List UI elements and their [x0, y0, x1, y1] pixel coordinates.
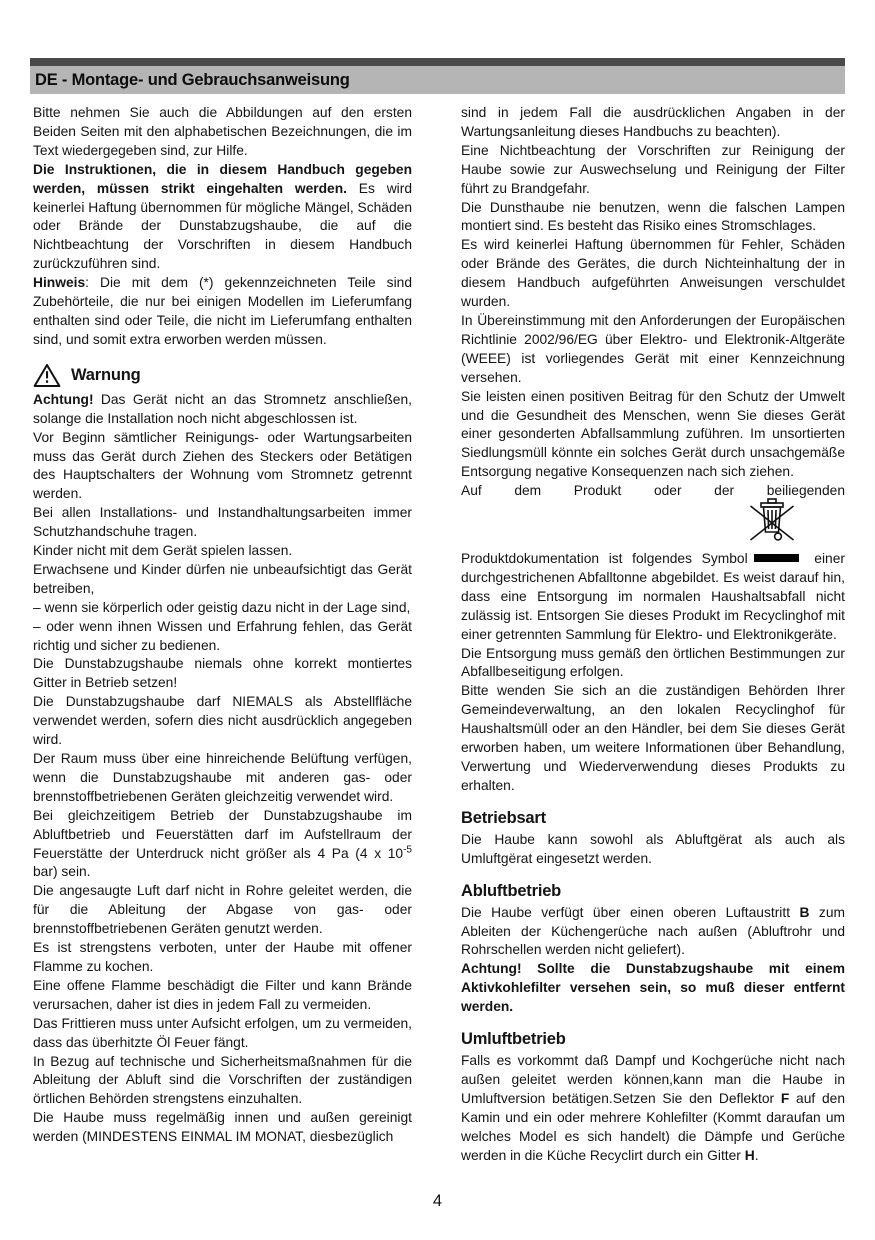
two-column-body [33, 104, 845, 1166]
text-run: Die Haube kann sowohl als Abluftgërat als auch als Umluftgërat eingesetzt werden. [461, 831, 845, 866]
paragraph [33, 391, 412, 429]
text-run: : Die mit dem (*) gekennzeichneten Teile sind Zubehörteile, die nur bei einigen Modellen im Lieferumfang enthalten sind oder Teile, die nicht im Lieferumfang enthalten sind, und somit extra erworben werden müssen. [33, 275, 412, 347]
text-run: Die Dunsthaube nie benutzen, wenn die falschen Lampen montiert sind. Es besteht das Risiko eines Stromschlages. [461, 199, 845, 234]
text-run: Die Instruktionen, die in diesem Handbuch gegeben werden, müssen strikt eingehalten werden. [33, 161, 412, 196]
text-run: Sie leisten einen positiven Beitrag für den Schutz der Umwelt und die Gesundheit des Menschen, wenn Sie dieses Gerät einer gesonderten Abfallsammlung zuführen. Im unsortierten Siedlungsmüll könnte ein solches Gerät durch unsachgemäße Entsorgung negative Konsequenzen nach sich ziehen. [461, 388, 845, 480]
text-run: Bei allen Installations- und Instandhaltungsarbeiten immer Schutzhandschuhe tragen. [33, 505, 412, 540]
section-heading-label: Umluftbetrieb [461, 1030, 566, 1049]
page-header [30, 58, 845, 94]
text-run: -5 [403, 843, 412, 855]
text-run: Die Dunstabzugshaube darf NIEMALS als Abstellfläche verwendet werden, sofern dies nicht ausdrücklich angegeben wird. [33, 694, 412, 748]
weee-icon-row [461, 501, 845, 550]
text-run: auf den Kamin und ein oder mehrere Kohlefilter (Kommt daraufan um welches Model es sich handelt) die Dämpfe und Gerüche werden in die Küche Recyclirt durch ein Gitter [461, 1090, 845, 1163]
paragraph [33, 429, 412, 505]
paragraph [461, 645, 845, 683]
section-heading-label: Betriebsart [461, 808, 546, 827]
paragraph [33, 542, 412, 561]
weee-symbol-bar [754, 554, 799, 562]
text-run: Bei gleichzeitigem Betrieb der Dunstabzugshaube im Abluftbetrieb und Feuerstätten darf im Aufstellraum der Feuerstätte der Unterdruck nicht größer als 4 Pa (4 x 10 [33, 807, 412, 861]
text-run: Erwachsene und Kinder dürfen nie unbeaufsichtigt das Gerät betreiben, [33, 561, 412, 596]
paragraph [33, 655, 412, 693]
text-run: Der Raum muss über eine hinreichende Belüftung verfügen, wenn die Dunstabzugshaube mit anderen gas- oder brennstoffbetriebenen Geräten gleichzeitig verwendet wird. [33, 751, 412, 804]
paragraph [461, 682, 845, 795]
text-run: Eine Nichtbeachtung der Vorschriften zur Reinigung der Haube sowie zur Auswechselung und Reinigung der Filter führt zu Brandgefahr. [461, 142, 845, 196]
text-run: Es wird keinerlei Haftung übernommen für Fehler, Schäden oder Brände des Gerätes, die durch Nichteinhaltung der in diesem Handbuch aufgeführten Anweisungen verschuldet wurden. [461, 237, 845, 310]
paragraph [33, 882, 412, 939]
paragraph [33, 561, 412, 599]
text-run: Die Haube muss regelmäßig innen und außen gereinigt werden (MINDESTENS EINMAL IM MONAT, diesbezüglich [33, 1110, 412, 1145]
paragraph [33, 618, 412, 656]
left-column [33, 104, 412, 1166]
text-run: zum Ableiten der Küchengerüche nach außen (Abluftrohr und Rohrschellen werden nicht geliefert). [461, 904, 845, 958]
text-run: Eine offene Flamme beschädigt die Filter und kann Brände verursachen, daher ist dies in jedem Fall zu vermeiden. [33, 977, 412, 1012]
text-run: Vor Beginn sämtlicher Reinigungs- oder Wartungsarbeiten muss das Gerät durch Ziehen des Steckers oder Betätigen des Hauptschalters der Wohnung vom Stromnetz getrennt werden. [33, 429, 412, 502]
text-run: Das Gerät nicht an das Stromnetz anschließen, solange die Installation noch nicht abgeschlossen ist. [33, 391, 412, 426]
text-run: Produktdokumentation ist folgendes Symbol [461, 551, 748, 567]
paragraph [461, 142, 845, 199]
paragraph [33, 939, 412, 977]
text-run: Das Frittieren muss unter Aufsicht erfolgen, um zu vermeiden, dass das überhitzte Öl Feuer fängt. [33, 1015, 412, 1050]
paragraph [33, 1015, 412, 1053]
section-heading [461, 809, 845, 828]
text-run: Kinder nicht mit dem Gerät spielen lassen. [33, 543, 293, 559]
paragraph [461, 1052, 845, 1165]
paragraph [461, 960, 845, 1017]
text-run: Auf dem Produkt oder der beiliegenden [461, 483, 845, 499]
section-heading [33, 363, 412, 388]
text-run: Es ist strengstens verboten, unter der Haube mit offener Flamme zu kochen. [33, 940, 412, 974]
text-run: B [799, 904, 810, 920]
text-run: sind in jedem Fall die ausdrücklichen Angaben in der Wartungsanleitung dieses Handbuchs zu beachten). [461, 105, 845, 139]
text-run: Achtung! Sollte die Dunstabzugshaube mit einem Aktivkohlefilter versehen sein, so muß dieser entfernt werden. [461, 961, 845, 1015]
text-run: Bitte wenden Sie sich an die zuständigen Behörden Ihrer Gemeindeverwaltung, an den lokalen Recyclinghof für Haushaltsmüll oder an den Händler, bei dem Sie dieses Gerät erworben haben, um weitere Informationen über Behandlung, Verwertung und Wiederverwendung dieses Produkts zu erhalten. [461, 683, 845, 793]
text-run: Bitte nehmen Sie auch die Abbildungen auf den ersten Beiden Seiten mit den alphabetischen Bezeichnungen, die im Text wiedergegeben sind, zur Hilfe. [33, 105, 412, 158]
page-number: 4 [432, 1192, 443, 1210]
paragraph [461, 199, 845, 237]
section-heading-label: Warnung [71, 365, 141, 384]
text-run: F [780, 1090, 790, 1106]
text-run: Achtung! [33, 391, 94, 407]
text-run: H [744, 1147, 755, 1163]
text-run: . [754, 1147, 759, 1163]
weee-crossed-bin-icon [749, 497, 795, 545]
section-heading [461, 1030, 845, 1049]
text-run: Die angesaugte Luft darf nicht in Rohre geleitet werden, die für die Ableitung der Abgase von gas- oder brennstoffbetriebenen Geräten genutzt werden. [33, 883, 412, 937]
text-run: – wenn sie körperlich oder geistig dazu nicht in der Lage sind, [33, 599, 411, 615]
paragraph [33, 161, 412, 274]
text-run: Es wird keinerlei Haftung übernommen für mögliche Mängel, Schäden oder Brände der Dunstabzugshaube, die auf die Nichtbeachtung der Vorschriften in diesem Handbuch zurückzuführen sind. [33, 180, 412, 272]
paragraph [33, 599, 412, 618]
paragraph [461, 831, 845, 869]
page-title: DE - Montage- und Gebrauchsanweisung [35, 71, 350, 89]
text-run: Die Dunstabzugshaube niemals ohne korrekt montiertes Gitter in Betrieb setzen! [33, 656, 412, 691]
warning-triangle-icon [33, 363, 61, 388]
paragraph [33, 807, 412, 883]
text-run: Die Haube verfügt über einen oberen Luftaustritt [461, 904, 800, 920]
text-run: Hinweis [33, 275, 86, 291]
text-run: einer durchgestrichenen Abfalltonne abgebildet. Es weist darauf hin, dass eine Entsorgung im normalen Haushaltsabfall nicht zulässig ist. Entsorgen Sie dieses Produkt im Recyclinghof mit einer getrennten Sammlung für Elektro- und Elektronikgeräte. [461, 551, 845, 642]
paragraph [461, 388, 845, 483]
paragraph [461, 904, 845, 961]
right-column [461, 104, 845, 1166]
section-heading [461, 882, 845, 901]
paragraph [33, 693, 412, 750]
text-run: – oder wenn ihnen Wissen und Erfahrung fehlen, das Gerät richtig und sicher zu bedienen. [33, 618, 412, 653]
paragraph [33, 750, 412, 807]
text-run: Falls es vorkommt daß Dampf und Kochgerüche nicht nach außen geleitet werden können,kann man die Haube in Umluftversion betätigen.Setzen Sie den Deflektor [461, 1053, 845, 1106]
text-run: bar) sein. [33, 864, 91, 880]
paragraph [33, 977, 412, 1015]
text-run: In Übereinstimmung mit den Anforderungen der Europäischen Richtlinie 2002/96/EG über Elektro- und Elektronik-Altgeräte (WEEE) ist vorliegendes Gerät mit einer Kennzeichnung versehen. [461, 312, 845, 385]
paragraph [33, 274, 412, 350]
paragraph [33, 1053, 412, 1110]
paragraph [33, 1109, 412, 1147]
section-heading-label: Abluftbetrieb [461, 881, 562, 900]
paragraph [33, 504, 412, 542]
text-run: Die Entsorgung muss gemäß den örtlichen Bestimmungen zur Abfallbeseitigung erfolgen. [461, 645, 845, 680]
paragraph [461, 312, 845, 388]
paragraph [461, 236, 845, 312]
paragraph [461, 550, 845, 645]
paragraph [33, 104, 412, 161]
text-run: In Bezug auf technische und Sicherheitsmaßnahmen für die Ableitung der Abluft sind die Vorschriften der zuständigen örtlichen Behörden strengstens einzuhalten. [33, 1053, 412, 1107]
paragraph [461, 104, 845, 142]
